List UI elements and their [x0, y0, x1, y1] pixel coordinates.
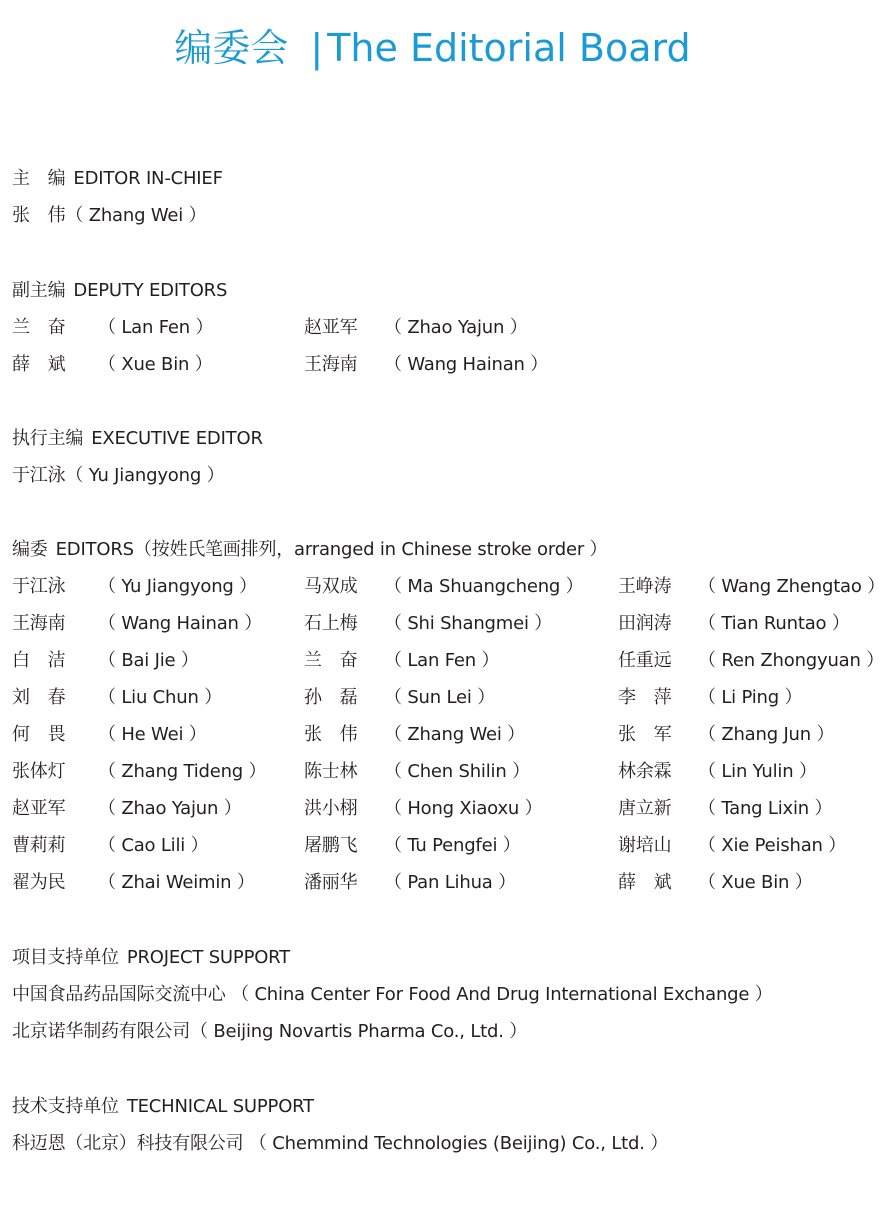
editor-name-en: （ Lin Yulin ）	[698, 761, 817, 782]
project-support-org-2: 北京诺华制药有限公司（ Beijing Novartis Pharma Co., Ltd. ）	[12, 1021, 528, 1042]
editor-entry	[12, 575, 257, 599]
editor-entry	[618, 871, 813, 895]
editor-name-en: （ Pan Lihua ）	[384, 872, 516, 893]
technical-support-heading-en: TECHNICAL SUPPORT	[126, 1096, 314, 1117]
editor-entry	[12, 797, 242, 821]
project-support-heading-en: PROJECT SUPPORT	[126, 947, 290, 968]
technical-support-heading-zh: 技术支持单位	[12, 1096, 119, 1117]
deputy-editor-name-en: （ Wang Hainan ）	[384, 354, 549, 375]
editor-name-zh: 屠鹏飞	[304, 835, 358, 856]
editors-heading-zh: 编委	[12, 539, 48, 560]
editor-name-en: （ Tian Runtao ）	[698, 613, 850, 634]
deputy-editor-name-zh: 赵亚军	[304, 317, 358, 338]
editor-entry	[618, 797, 832, 821]
editor-name-en: （ Zhang Tideng ）	[98, 761, 267, 782]
editor-name-zh: 马双成	[304, 576, 358, 597]
editor-name-zh: 李 萍	[618, 687, 672, 708]
editor-name-zh: 王海南	[12, 613, 66, 634]
editor-in-chief-heading-zh: 主 编	[12, 168, 66, 189]
editor-entry	[618, 575, 885, 599]
editor-name-zh: 孙 磊	[304, 687, 358, 708]
editor-name-zh: 曹莉莉	[12, 835, 66, 856]
editor-entry	[304, 723, 525, 747]
technical-support-heading	[12, 1095, 314, 1119]
editor-entry	[12, 649, 199, 673]
editor-entry	[304, 834, 521, 858]
editor-name-en: （ Zhang Wei ）	[384, 724, 525, 745]
editor-name-zh: 任重远	[618, 650, 672, 671]
editor-name-zh: 刘 春	[12, 687, 66, 708]
project-support-org-1: 中国食品药品国际交流中心 （ China Center For Food And Drug International Exchange ）	[12, 984, 773, 1005]
deputy-editor-name-zh: 兰 奋	[12, 317, 66, 338]
editor-name-zh: 潘丽华	[304, 872, 358, 893]
page-title	[0, 22, 865, 74]
editor-name-zh: 谢培山	[618, 835, 672, 856]
deputy-editor-entry	[12, 353, 213, 377]
editor-name-en: （ Cao Lili ）	[98, 835, 209, 856]
editor-name-en: （ Tang Lixin ）	[698, 798, 833, 819]
editor-name-zh: 王峥涛	[618, 576, 672, 597]
editor-name-zh: 田润涛	[618, 613, 672, 634]
project-support-heading	[12, 946, 290, 970]
executive-editor-name: 于江泳（ Yu Jiangyong ）	[12, 465, 225, 486]
title-chinese: 编委会	[174, 26, 289, 70]
editor-entry	[618, 834, 846, 858]
editor-name-zh: 陈士林	[304, 761, 358, 782]
deputy-editor-entry	[304, 316, 528, 340]
editor-entry	[304, 760, 530, 784]
editor-name-zh: 薛 斌	[618, 872, 672, 893]
editor-entry	[304, 797, 542, 821]
editor-name-zh: 何 畏	[12, 724, 66, 745]
editor-name-zh: 唐立新	[618, 798, 672, 819]
editor-entry	[12, 723, 207, 747]
deputy-editors-heading-zh: 副主编	[12, 280, 66, 301]
editor-name-zh: 石上梅	[304, 613, 358, 634]
editor-name-en: （ Ma Shuangcheng ）	[384, 576, 584, 597]
editor-name-zh: 张 军	[618, 724, 672, 745]
editor-name-en: （ He Wei ）	[98, 724, 207, 745]
technical-support-org: 科迈恩（北京）科技有限公司 （ Chemmind Technologies (Beijing) Co., Ltd. ）	[12, 1133, 669, 1154]
executive-editor-heading-en: EXECUTIVE EDITOR	[91, 428, 263, 449]
editor-name-zh: 赵亚军	[12, 798, 66, 819]
editor-name-en: （ Xue Bin ）	[698, 872, 813, 893]
editor-name-zh: 兰 奋	[304, 650, 358, 671]
editor-name-zh: 林余霖	[618, 761, 672, 782]
editor-entry	[304, 871, 516, 895]
editor-entry	[12, 612, 262, 636]
deputy-editor-name-en: （ Xue Bin ）	[98, 354, 213, 375]
deputy-editors-heading-en: DEPUTY EDITORS	[73, 280, 228, 301]
deputy-editor-entry	[12, 316, 213, 340]
editor-name-zh: 翟为民	[12, 872, 66, 893]
editor-entry	[304, 612, 552, 636]
editor-entry	[12, 760, 266, 784]
executive-editor-heading-zh: 执行主编	[12, 428, 84, 449]
editor-name-en: （ Ren Zhongyuan ）	[698, 650, 885, 671]
editor-name-zh: 张体灯	[12, 761, 66, 782]
editor-entry	[304, 686, 495, 710]
editor-name-en: （ Bai Jie ）	[98, 650, 199, 671]
editor-name-en: （ Liu Chun ）	[98, 687, 222, 708]
editors-heading-en: EDITORS（按姓氏笔画排列，arranged in Chinese stroke order ）	[55, 539, 608, 560]
editor-name-en: （ Yu Jiangyong ）	[98, 576, 257, 597]
editor-name-zh: 洪小栩	[304, 798, 358, 819]
deputy-editor-name-en: （ Zhao Yajun ）	[384, 317, 528, 338]
editor-entry	[304, 649, 499, 673]
editor-entry	[618, 760, 817, 784]
editor-name-en: （ Zhang Jun ）	[698, 724, 835, 745]
editor-name-zh: 于江泳	[12, 576, 66, 597]
editor-name-en: （ Wang Hainan ）	[98, 613, 263, 634]
editor-name-en: （ Chen Shilin ）	[384, 761, 530, 782]
editor-name-en: （ Lan Fen ）	[384, 650, 500, 671]
editor-entry	[12, 834, 208, 858]
editor-name-en: （ Zhao Yajun ）	[98, 798, 242, 819]
deputy-editor-entry	[304, 353, 548, 377]
editor-entry	[12, 871, 255, 895]
editor-name-en: （ Hong Xiaoxu ）	[384, 798, 543, 819]
deputy-editor-name-zh: 薛 斌	[12, 354, 66, 375]
editor-entry	[12, 686, 222, 710]
editor-entry	[304, 575, 583, 599]
editor-name-en: （ Sun Lei ）	[384, 687, 495, 708]
editor-name-en: （ Tu Pengfei ）	[384, 835, 521, 856]
editor-name-en: （ Li Ping ）	[698, 687, 803, 708]
editor-name-zh: 白 洁	[12, 650, 66, 671]
editor-in-chief-name: 张 伟（ Zhang Wei ）	[12, 205, 207, 226]
editor-name-zh: 张 伟	[304, 724, 358, 745]
deputy-editors-heading	[12, 279, 227, 303]
deputy-editor-name-zh: 王海南	[304, 354, 358, 375]
editor-name-en: （ Zhai Weimin ）	[98, 872, 255, 893]
editor-entry	[618, 723, 834, 747]
editor-name-en: （ Xie Peishan ）	[698, 835, 847, 856]
title-english: The Editorial Board	[327, 26, 691, 70]
title-separator: |	[310, 26, 324, 70]
editor-entry	[618, 686, 802, 710]
editor-entry	[618, 649, 884, 673]
editor-name-en: （ Shi Shangmei ）	[384, 613, 553, 634]
project-support-heading-zh: 项目支持单位	[12, 947, 119, 968]
executive-editor-heading	[12, 427, 263, 451]
editor-name-en: （ Wang Zhengtao ）	[698, 576, 885, 597]
deputy-editor-name-en: （ Lan Fen ）	[98, 317, 214, 338]
editor-in-chief-heading	[12, 167, 223, 191]
editor-in-chief-heading-en: EDITOR IN-CHIEF	[73, 168, 223, 189]
editors-heading	[12, 538, 607, 562]
editor-entry	[618, 612, 850, 636]
